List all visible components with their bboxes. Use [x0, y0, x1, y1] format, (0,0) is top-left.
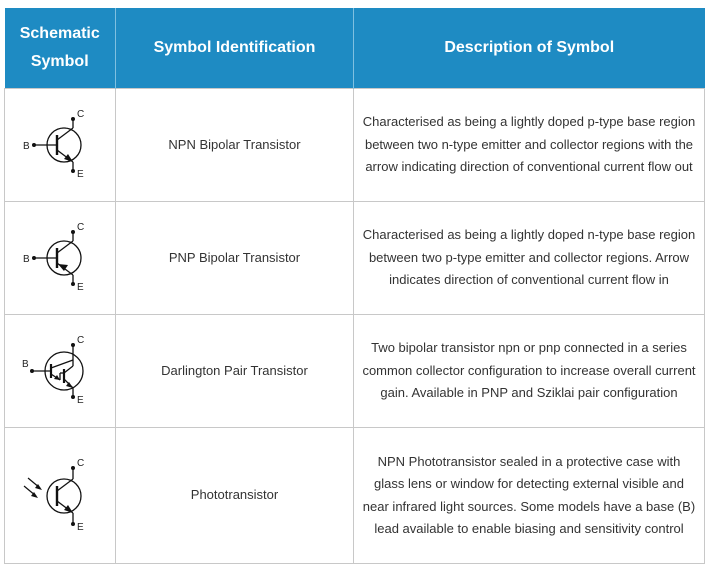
darlington-pair-icon — [20, 333, 100, 409]
header-symbol-identification: Symbol Identification — [116, 8, 354, 89]
pin-label-emitter: E — [77, 521, 84, 533]
pin-label-emitter: E — [77, 395, 84, 406]
table-row — [5, 428, 705, 564]
pin-label-emitter: E — [77, 169, 84, 180]
pnp-transistor-icon — [20, 220, 100, 296]
header-schematic-symbol: Schematic Symbol — [5, 8, 116, 89]
table-row — [5, 315, 705, 428]
pin-label-base: B — [22, 359, 29, 370]
npn-transistor-icon — [20, 107, 100, 183]
schematic-cell — [5, 315, 116, 428]
pin-label-collector: C — [77, 222, 85, 233]
symbol-name: PNP Bipolar Transistor — [116, 202, 354, 315]
light-arrows-icon — [24, 478, 42, 498]
header-row — [5, 8, 705, 89]
symbol-description: NPN Phototransistor sealed in a protective case with glass lens or window for detecting external visible and near infrared light sources. Some models have a base (B) lead available to enable biasing and sensitivity control — [354, 428, 705, 564]
pin-label-collector: C — [77, 457, 85, 469]
header-description: Description of Symbol — [354, 8, 705, 89]
pin-label-collector: C — [77, 109, 85, 120]
pin-label-emitter: E — [77, 282, 84, 293]
schematic-cell — [5, 202, 116, 315]
symbol-name: Phototransistor — [116, 428, 354, 564]
pin-label-base: B — [23, 254, 30, 265]
symbol-description: Characterised as being a lightly doped p-type base region between two n-type emitter and collector regions with the arrow indicating direction of conventional current flow out — [354, 89, 705, 202]
schematic-cell — [5, 89, 116, 202]
table-row — [5, 89, 705, 202]
symbol-description: Two bipolar transistor npn or pnp connected in a series common collector configuration to increase overall current gain. Available in PNP and Sziklai pair configuration — [354, 315, 705, 428]
symbol-name: Darlington Pair Transistor — [116, 315, 354, 428]
symbol-description: Characterised as being a lightly doped n-type base region between two p-type emitter and collector regions. Arrow indicates direction of conventional current flow in — [354, 202, 705, 315]
pin-label-collector: C — [77, 335, 85, 346]
phototransistor-icon — [20, 456, 100, 536]
pin-label-base: B — [23, 141, 30, 152]
symbol-name: NPN Bipolar Transistor — [116, 89, 354, 202]
transistor-symbol-table — [4, 8, 705, 564]
table-row — [5, 202, 705, 315]
schematic-cell — [5, 428, 116, 564]
